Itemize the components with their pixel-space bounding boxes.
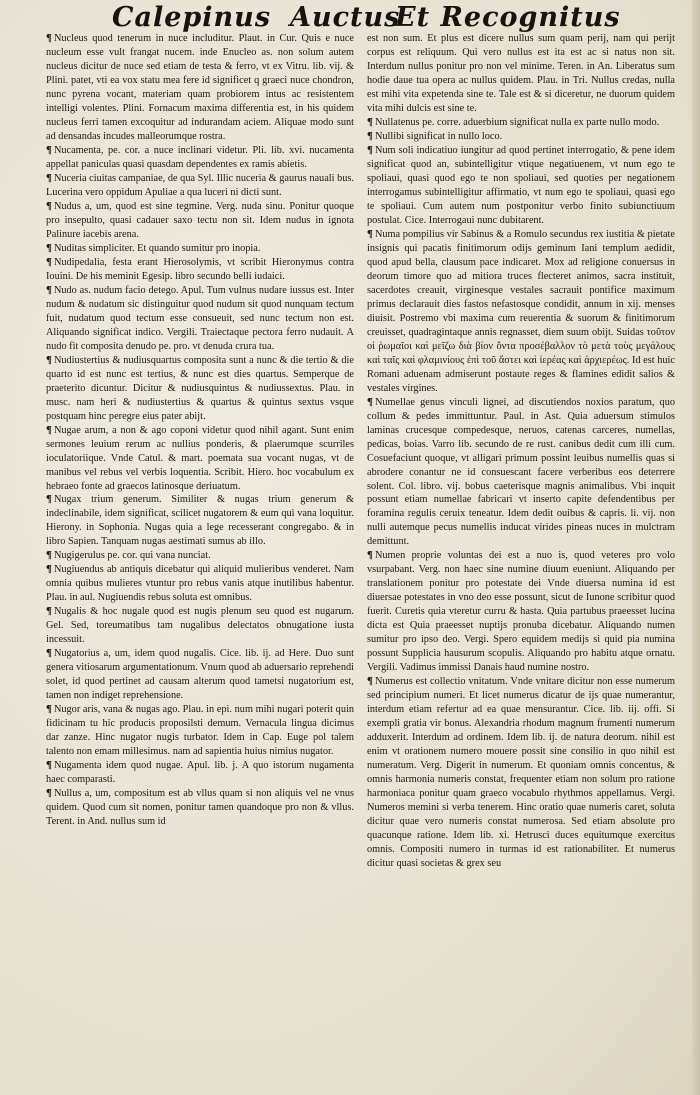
dictionary-entry — [46, 787, 354, 829]
dictionary-entry — [46, 703, 354, 759]
dictionary-entry — [46, 493, 354, 549]
dictionary-entry — [367, 675, 675, 871]
entry-text: Nudo as. nudum facio detego. Apul. Tum vulnus nudare iussus est. Inter nudum & nudatum sic distinguitur quod nudum sit quod nunquam tectum fuit, nudatum quod tectum esse consueuit, sed nunc tectum non est. Aliquando significat indico. Vergili. Traiectaque pectora ferro nudauit. A nudo fit composita denudo pe. pro. vt denuda crura tua. — [46, 284, 354, 352]
pilcrow-icon: ¶ — [46, 199, 52, 212]
entry-text: Nucleus quod tenerum in nuce includitur. Plaut. in Cur. Quis e nuce nucleum esse vult frangat nucem. inde Enucleo as. non solum autem nucleus dicitur de nuce sed etiam de testa & ferro, vt ex Vitru. lib. vij. & Plini. patet, vti ea vox statu mea fere id significet q graeci nuce chondron, nunc pyrena vocant, materiam quam probiorem intus ac resistentem intelligi volentes. Plini. Fornacum maxima differentia est, in his quidem nucleus ferri tamen excoquitur ad indurandam aciem. Aliquae modo sunt ad densandas incudes malleorumque rostra. — [46, 33, 354, 142]
pilcrow-icon: ¶ — [46, 32, 52, 44]
dictionary-entry — [367, 130, 675, 144]
entry-text: Nullus a, um, compositum est ab vllus quam si non aliquis vel ne vnus quidem. Quod cum sit nomen, ponitur tamen quandoque pro non & vllus. Terent. in And. nullus sum id — [46, 788, 354, 828]
dictionary-entry — [46, 32, 354, 144]
entry-text: Numen proprie voluntas dei est a nuo is, quod veteres pro volo vsurpabant. Verg. non haec sine numine diuum eueniunt. Aliquando per translationem ponitur pro potestate dei Vnde diuersa numina id est diuersae potestates in vno deo esse possunt, sicut de Iunone scribitur quod fuerit. Curetis quia vteretur curru & hasta. Quia partubus praeesset lucina dicta est Quia praeesset nuptijs pronuba dicebatur. Aliquando numen sumitur pro ipso deo. Vergi. Spero equidem medijs si quid pia numina possunt Supplicia hausurum scopulis. Aliquando pro habitu atque ornatu. Vergili. Vadimus immissi Danais haud numine nostro. — [367, 550, 675, 674]
entry-text: Nugor aris, vana & nugas ago. Plau. in epi. num mihi nugari poterit quin fidicinam tu hic producis proposilsti demum. Vernacula lingua dicimus dar zanze. Hinc nugator nugis turbator. Idem in Cap. Euge pol talem talento non emam millesimus. nam ad sapientia huius nimius nugator. — [46, 704, 354, 758]
dictionary-entry — [46, 605, 354, 647]
dictionary-entry — [367, 549, 675, 675]
entry-text: Nudiustertius & nudiusquartus composita sunt a nunc & die tertio & die quarto id est nunc est tertius, & nunc est dies quartus. Semperque de praeterito dicuntur. Dicitur & nudiusquintus & nudiussextus. Plau. in musc. nam heri & nudiustertius & quartus & quintus sextus vsque postquam hinc peregre eius pater abijt. — [46, 354, 354, 422]
dictionary-entry — [367, 228, 675, 396]
entry-text: Nugax trium generum. Similiter & nugas trium generum & indeclinabile, idem significat, scilicet nugatorem & eum qui vana loquitur. Hierony. in Sophonia. Nugas quia a lege recesserant congregabo. & in libro Sapien. Tanquam nugas aestimati sumus ab illo. — [46, 494, 354, 548]
dictionary-entry — [367, 144, 675, 228]
dictionary-entry — [367, 116, 675, 130]
pilcrow-icon: ¶ — [46, 423, 52, 436]
dictionary-entry — [46, 647, 354, 703]
pilcrow-icon: ¶ — [46, 493, 52, 506]
entry-text: Nudipedalia, festa erant Hierosolymis, vt scribit Hieronymus contra Iouini. De his meminit Egesip. libro secundo belli iudaici. — [46, 256, 354, 282]
dictionary-entry — [46, 200, 354, 242]
pilcrow-icon: ¶ — [46, 563, 52, 576]
entry-text: Nugamenta idem quod nugae. Apul. lib. j. A quo istorum nugamenta haec comparasti. — [46, 760, 354, 786]
dictionary-entry — [46, 424, 354, 494]
entry-text: Nugigerulus pe. cor. qui vana nunciat. — [53, 550, 211, 562]
entry-text: Nullibi significat in nullo loco. — [374, 130, 503, 142]
page-edge — [692, 0, 700, 1095]
right-text-column — [367, 32, 675, 871]
pilcrow-icon: ¶ — [46, 255, 52, 268]
entry-text: Nugiuendus ab antiquis dicebatur qui aliquid mulieribus venderet. Nam omnia quibus mulieres vtuntur pro rebus vanis atque inutilibus habentur. Plau. in aul. Nugiuendis rebus soluta est omnibus. — [46, 564, 354, 604]
left-text-column — [46, 32, 354, 829]
entry-text: Nullatenus pe. corre. aduerbium significat nulla ex parte nullo modo. — [374, 116, 660, 128]
entry-text: Nuditas simpliciter. Et quando sumitur pro inopia. — [53, 242, 261, 254]
pilcrow-icon: ¶ — [46, 171, 52, 184]
dictionary-entry — [46, 172, 354, 200]
pilcrow-icon: ¶ — [46, 143, 52, 156]
pilcrow-icon: ¶ — [46, 647, 52, 660]
pilcrow-icon: ¶ — [46, 353, 52, 366]
dictionary-entry — [46, 256, 354, 284]
pilcrow-icon: ¶ — [367, 115, 373, 128]
pilcrow-icon: ¶ — [46, 787, 52, 800]
dictionary-entry — [46, 549, 354, 563]
running-head-right: Et Recognitus — [395, 2, 621, 33]
entry-text: Num soli indicatiuo iungitur ad quod pertinet interrogatio, & pene idem significat quod an, subintelligitur vtique negatiuenem, vt num ego te spoliaui, quasi quod ego te non spoliaui, sed quoties per negationem interrogamus subintelligitur affirmatio, vt num ego te spoliaui, quasi ego te spoliaui. Cum autem num postponitur verbo finito subiunctiuum postulat. Cice. Interrogaui nunc dubitarent. — [367, 144, 675, 226]
pilcrow-icon: ¶ — [367, 675, 373, 688]
pilcrow-icon: ¶ — [367, 143, 373, 156]
dictionary-entry — [46, 354, 354, 424]
pilcrow-icon: ¶ — [46, 549, 52, 562]
dictionary-entry — [46, 284, 354, 354]
pilcrow-icon: ¶ — [367, 129, 373, 142]
pilcrow-icon: ¶ — [46, 759, 52, 772]
pilcrow-icon: ¶ — [367, 549, 373, 562]
dictionary-entry — [46, 563, 354, 605]
entry-text: Nugatorius a, um, idem quod nugalis. Cice. lib. ij. ad Here. Duo sunt genera vitiosarum argumentationum. Vnum quod ab aduersario reprehendi solet, id quod pertinet ad causam alterum quod tametsi nugatorium est, tamen non indiget reprehensione. — [46, 648, 354, 702]
entry-text: est non sum. Et plus est dicere nullus sum quam perij, nam qui perijt corpus est reliquum. Qui vero nullus est ita est ac si natus non sit. Interdum nullus ponitur pro non vel minime. Teren. in An. Liberatus sum hodie daue tua opera ac nullus quidem. Plau. in Tri. Nullus credas, nulla est mihi vita expetenda sine te. Tale est & si diceretur, ne duorum quidem vita mihi dulcis est sine te. — [367, 33, 675, 114]
pilcrow-icon: ¶ — [46, 703, 52, 716]
pilcrow-icon: ¶ — [46, 605, 52, 618]
entry-text: Numerus est collectio vnitatum. Vnde vnitare dicitur non esse numerum sed principium numeri. Et licet numerus dicatur de ijs quae numerantur, interdum etiam refertur ad ea quae mensurantur. Cice. lib. iij. offi. Si exempli gratia vir bonus. Alexandria rhodum magnum frumenti numerum adduxerit. Interdum ad ordinem. Idem lib. ij. de natura deorum. nihil est enim vt orationem numero mouere possit sine consilio in quo nihil est numeratum. Verg. Digerit in numerum. Et quoniam omnis concentus, & omnis harmonia numeris constat, frequenter etiam non solum pro ratione harmoniaca ponitur quam graeco vocabulo rhythmos appellamus. Vergi. Numeros memini si verba tenerem. Hinc oratio quae numeris caret, soluta dicitur quae vero numeris constat numerosa. Sed etiam absolute pro quacunque ratione. Idem lib. xi. Hetrusci duces equitumque exercitus omnis. Compositi numero in turmas id est rationabiliter. Et numerus dicitur quasi societas & grex seu — [367, 676, 675, 870]
entry-text: Nuceria ciuitas campaniae, de qua Syl. Illic nuceria & gaurus nauali bus. Lucerina vero oppidum Apuliae a qua luceri ni dicti sunt. — [46, 172, 354, 198]
pilcrow-icon: ¶ — [46, 283, 52, 296]
pilcrow-icon: ¶ — [46, 241, 52, 254]
pilcrow-icon: ¶ — [367, 227, 373, 240]
dictionary-entry — [46, 242, 354, 256]
entry-text: Nugalis & hoc nugale quod est nugis plenum seu quod est nugarum. Gel. Sed, toreumatibus tam nugalibus delectatos obnugatione iusta incessuit. — [46, 606, 354, 646]
running-head-left: Calepinus — [112, 2, 272, 33]
entry-text: Nudus a, um, quod est sine tegmine. Verg. nuda sinu. Ponitur quoque pro insepulto, quasi cadauer saxo tectu non sit. Idem nudus in ignota Palinure iacebis arena. — [46, 200, 354, 240]
dictionary-entry — [367, 32, 675, 116]
entry-text: Nucamenta, pe. cor. a nuce inclinari videtur. Pli. lib. xvi. nucamenta appellat paniculas quasi quasdam dependentes ex ramis abietis. — [46, 144, 354, 170]
dictionary-entry — [367, 396, 675, 550]
entry-text: Nugae arum, a non & ago coponi videtur quod nihil agant. Sunt enim sermones leuium rerum ac nullius ponderis, & plaerumque scurriles ioculatoriique. Vnde Catul. & mart. poemata sua vocant nugas, vt de manibus vel rebus vel verbis loquentia. Scribit. Hiero. hoc vocabulum ex hebraeo fonte ad graecos latinosque deriuatum. — [46, 424, 354, 492]
running-head — [0, 0, 700, 36]
pilcrow-icon: ¶ — [367, 395, 373, 408]
dictionary-entry — [46, 759, 354, 787]
running-head-middle: Auctus — [290, 2, 401, 33]
entry-text: Numellae genus vinculi lignei, ad discutiendos noxios paratum, quo collum & pedes immittuntur. Paul. in Ast. Quia aduersum stimulos laminas crucesque compedesque, neruos, catenas carceres, numellas, pedicas, boias. Varro lib. secundo de re rust. canibus dedit cum illi cum. Cosuefaciunt quoque, vt alligari primum possint leuibus numellis quas si abrodere conantur ne id consuescant facere verberibus eos deterrere solent. Col. libro. vij. bobus caeterisque magnis animalibus. Vbi inquit possunt etiam numellae fabricari vt inserto capite defendentibus per foramina regulis ceruix teneatur. Idem dedit ouibus & capris. li. vij. non nulli autemque pecus numellis inducat virides pineas nuces in mulctram demittunt. — [367, 396, 675, 548]
entry-text: Numa pompilius vir Sabinus & a Romulo secundus rex iustitia & pietate insignis qui pacatis finitimorum odijs geminum Iani templum aedidit, quod apud bella, clausum pace indicaret. Mox ad religione conuersus in deorum timore quo ad mitiora truces flecteret animos, sacra instituit, sacerdotes creauit, virginesque vestales sacrauit pontifice maximum primus declarauit dies fastos nefastosque condidit, annum in xij. menses diuisit. Postremo vbi maxima cum reuerentia & suorum & finitimorum creuisset, quadragintaque annis regnasset, diem suum obijt. Suidas τοῦτον οἱ ῥωμαῖοι καὶ μεῖζω διὰ βίον ὄντα προσέβαλλον τὸ μετὰ τοὺς μεγάλους καὶ ταῖς καὶ φλαμινίους ἐπὶ τοῦ ἄστει καὶ ἱερέας καὶ ἀρχιερέως. Id est huic Romani aduenam admiserunt postaute reges & flamines edidit salios & vestales virgines. — [367, 228, 675, 394]
dictionary-entry — [46, 144, 354, 172]
